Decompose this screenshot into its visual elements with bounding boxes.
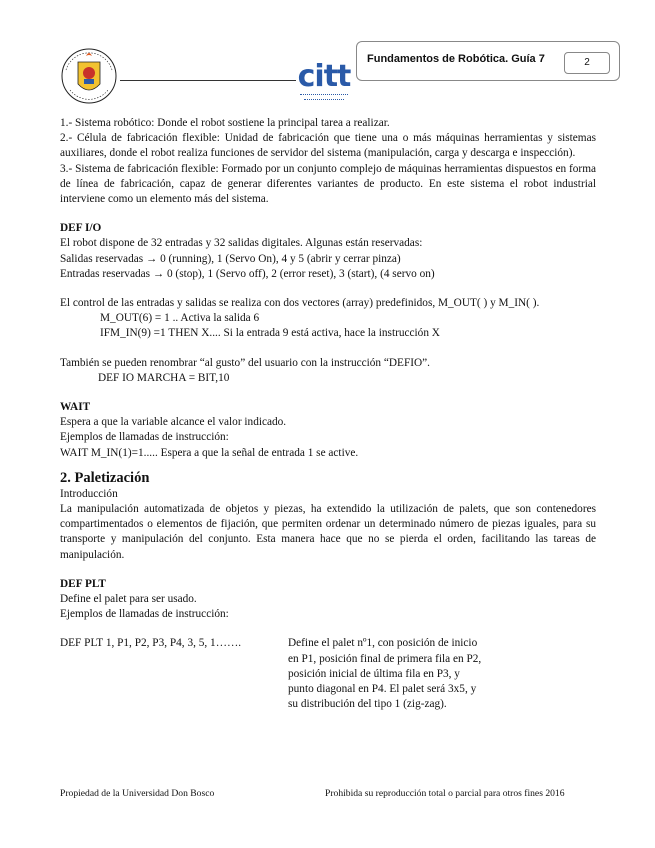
def-io-heading: DEF I/O: [60, 222, 102, 235]
paletizacion-text: La manipulación automatizada de objetos y piezas, ha extendido la utilización de palets, que son contenedores compartimentados o elementos de fijación, que permiten ordenar un determinado número de piezas iguales, para su transporte y manipulación del conjunto. Esta manera hace que no se pierda el orden, facilitando las tareas de manipulación.: [60, 503, 596, 561]
intro-item-3: 3.- Sistema de fabricación flexible: Formado por un conjunto complejo de máquinas herramientas dispuestos en forma de línea de fabricación, capaz de generar diferentes variantes de producto. En este sistema el robot industrial interviene como un elemento más del sistema.: [60, 162, 596, 206]
def-plt-desc-line-4: punto diagonal en P4. El palet será 3x5, y: [288, 683, 477, 696]
citt-logo-text: citt: [297, 59, 351, 94]
citt-logo: [296, 60, 352, 104]
def-io-line-3: Entradas reservadas → 0 (stop), 1 (Servo off), 2 (error reset), 3 (start), (4 servo on): [60, 267, 435, 280]
main-content: [60, 116, 596, 713]
wait-line-1: Espera a que la variable alcance el valor indicado.: [60, 416, 287, 429]
paletizacion-subheading: Introducción: [60, 487, 118, 500]
def-io-example-1: M_OUT(6) = 1 .. Activa la salida 6: [100, 312, 260, 325]
def-io-rename-example: DEF IO MARCHA = BIT,10: [98, 371, 230, 384]
citt-logo-tagline: [300, 94, 348, 98]
def-plt-desc-line-1: Define el palet nº1, con posición de inicio: [288, 637, 478, 650]
udb-logo: [56, 46, 126, 106]
citt-logo-tagline-2: [304, 99, 344, 102]
guide-title: Fundamentos de Robótica. Guía 7: [367, 53, 545, 65]
wait-line-2: Ejemplos de llamadas de instrucción:: [60, 431, 229, 444]
def-plt-line-1: Define el palet para ser usado.: [60, 593, 197, 606]
page-number: 2: [584, 57, 590, 68]
def-io-line-2: Salidas reservadas → 0 (running), 1 (Servo On), 4 y 5 (abrir y cerrar pinza): [60, 252, 401, 265]
def-plt-desc-line-5: su distribución del tipo 1 (zig-zag).: [288, 698, 447, 711]
page-number-box: [564, 52, 610, 74]
def-plt-desc-line-2: en P1, posición final de primera fila en P2,: [288, 652, 482, 665]
def-plt-example-description: [288, 636, 596, 712]
def-io-control-text: El control de las entradas y salidas se realiza con dos vectores (array) predefinidos, M_OUT( ) y M_IN( ).: [60, 297, 540, 310]
wait-heading: WAIT: [60, 401, 91, 414]
header-rule: [120, 80, 296, 81]
def-plt-heading: DEF PLT: [60, 577, 106, 590]
intro-item-2: 2.- Célula de fabricación flexible: Unidad de fabricación que tiene una o más máquinas herramientas y sistemas auxiliares, donde el robot realiza funciones de servidor del sistema (manipulación, carga y descarga e inspección).: [60, 132, 596, 160]
footer-left: Propiedad de la Universidad Don Bosco: [60, 788, 215, 799]
def-io-rename-text: También se pueden renombrar “al gusto” del usuario con la instrucción “DEFIO”.: [60, 356, 431, 369]
def-plt-line-2: Ejemplos de llamadas de instrucción:: [60, 608, 229, 621]
intro-item-1: 1.- Sistema robótico: Donde el robot sostiene la principal tarea a realizar.: [60, 117, 390, 129]
def-io-line-1: El robot dispone de 32 entradas y 32 salidas digitales. Algunas están reservadas:: [60, 237, 423, 250]
def-io-example-2: IFM_IN(9) =1 THEN X.... Si la entrada 9 está activa, hace la instrucción X: [100, 327, 440, 340]
footer-right: Prohibida su reproducción total o parcial para otros fines 2016: [325, 788, 565, 799]
def-plt-desc-line-3: posición inicial de última fila en P3, y: [288, 667, 460, 680]
guide-title-box: [356, 41, 620, 81]
def-plt-example: [60, 636, 596, 712]
wait-line-3: WAIT M_IN(1)=1..... Espera a que la señal de entrada 1 se active.: [60, 446, 359, 459]
page-header: [0, 0, 655, 110]
def-plt-example-code: DEF PLT 1, P1, P2, P3, P4, 3, 5, 1…….: [60, 637, 242, 650]
paletizacion-heading: 2. Paletización: [60, 469, 150, 486]
